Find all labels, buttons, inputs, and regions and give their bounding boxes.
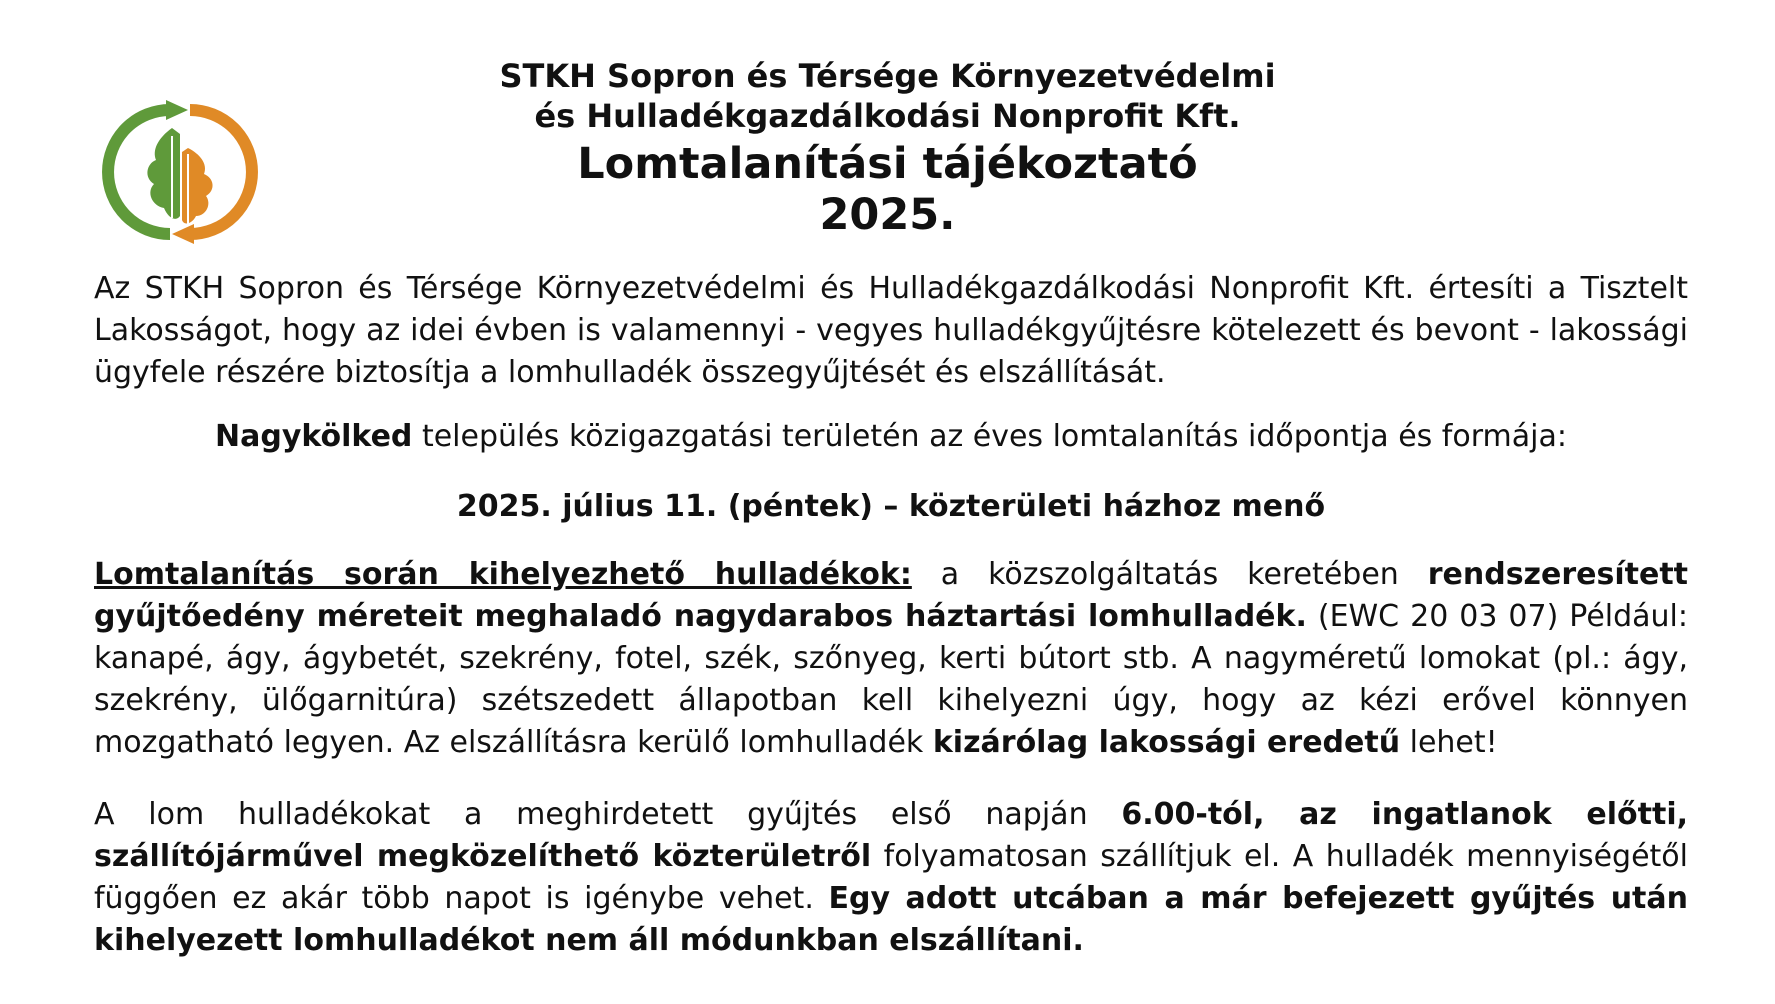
collection-text-2: folyamatosan szállítjuk el. A hulladék mennyiségétől függően ez akár több napot is igénybe vehet. xyxy=(94,839,1688,916)
collection-text-1: A lom hulladékokat a meghirdetett gyűjtés első napján xyxy=(94,797,1122,832)
date-line xyxy=(94,486,1688,528)
settlement-name: Nagykölked xyxy=(215,419,413,454)
document-year: 2025. xyxy=(819,190,956,240)
intro-paragraph: Az STKH Sopron és Térsége Környezetvédelmi és Hulladékgazdálkodási Nonprofit Kft. értesíti a Tisztelt Lakosságot, hogy az idei évben is valamennyi - vegyes hulladékgyűjtésre kötelezett és bevont - lakossági ügyfele részére biztosítja a lomhulladék összegyűjtését és elszállítását. xyxy=(94,271,1688,390)
collection-bold-2: Egy adott utcában a már befejezett gyűjtés után kihelyezett lomhulladékot nem áll módunkban elszállítani. xyxy=(94,881,1688,958)
settlement-text: település közigazgatási területén az éves lomtalanítás időpontja és formája: xyxy=(412,419,1567,454)
collection-paragraph xyxy=(94,794,1688,962)
oak-leaf-recycle-icon xyxy=(100,98,260,246)
items-paragraph xyxy=(94,554,1688,764)
collection-bold-1: 6.00-tól, az ingatlanok előtti, szállítójárművel megközelíthető közterületről xyxy=(94,797,1688,874)
company-logo xyxy=(100,98,260,246)
collection-date: 2025. július 11. (péntek) – közterületi házhoz menő xyxy=(456,489,1326,524)
document-body xyxy=(94,268,1688,962)
items-text-2: (EWC 20 03 07) Például: kanapé, ágy, ágybetét, szekrény, fotel, szék, szőnyeg, kerti bútort stb. A nagyméretű lomokat (pl.: ágy, szekrény, ülőgarnitúra) szétszedett állapotban kell kihelyezni úgy, hogy az kézi erővel könnyen mozgatható legyen. Az elszállításra kerülő lomhulladék xyxy=(94,599,1688,760)
items-heading: Lomtalanítás során kihelyezhető hulladékok: xyxy=(94,557,912,592)
items-bold-2: kizárólag lakossági eredetű xyxy=(932,725,1401,760)
document-title: Lomtalanítási tájékoztató xyxy=(577,139,1198,189)
org-name-line1: STKH Sopron és Térsége Környezetvédelmi xyxy=(499,57,1276,95)
org-name-line2: és Hulladékgazdálkodási Nonprofit Kft. xyxy=(534,97,1241,135)
items-text-3: lehet! xyxy=(1400,725,1498,760)
items-bold-1: rendszeresített gyűjtőedény méreteit meghaladó nagydarabos háztartási lomhulladék. xyxy=(94,557,1689,634)
settlement-paragraph xyxy=(94,416,1688,458)
items-text-1: a közszolgáltatás keretében xyxy=(911,557,1428,592)
document-header xyxy=(300,56,1475,240)
